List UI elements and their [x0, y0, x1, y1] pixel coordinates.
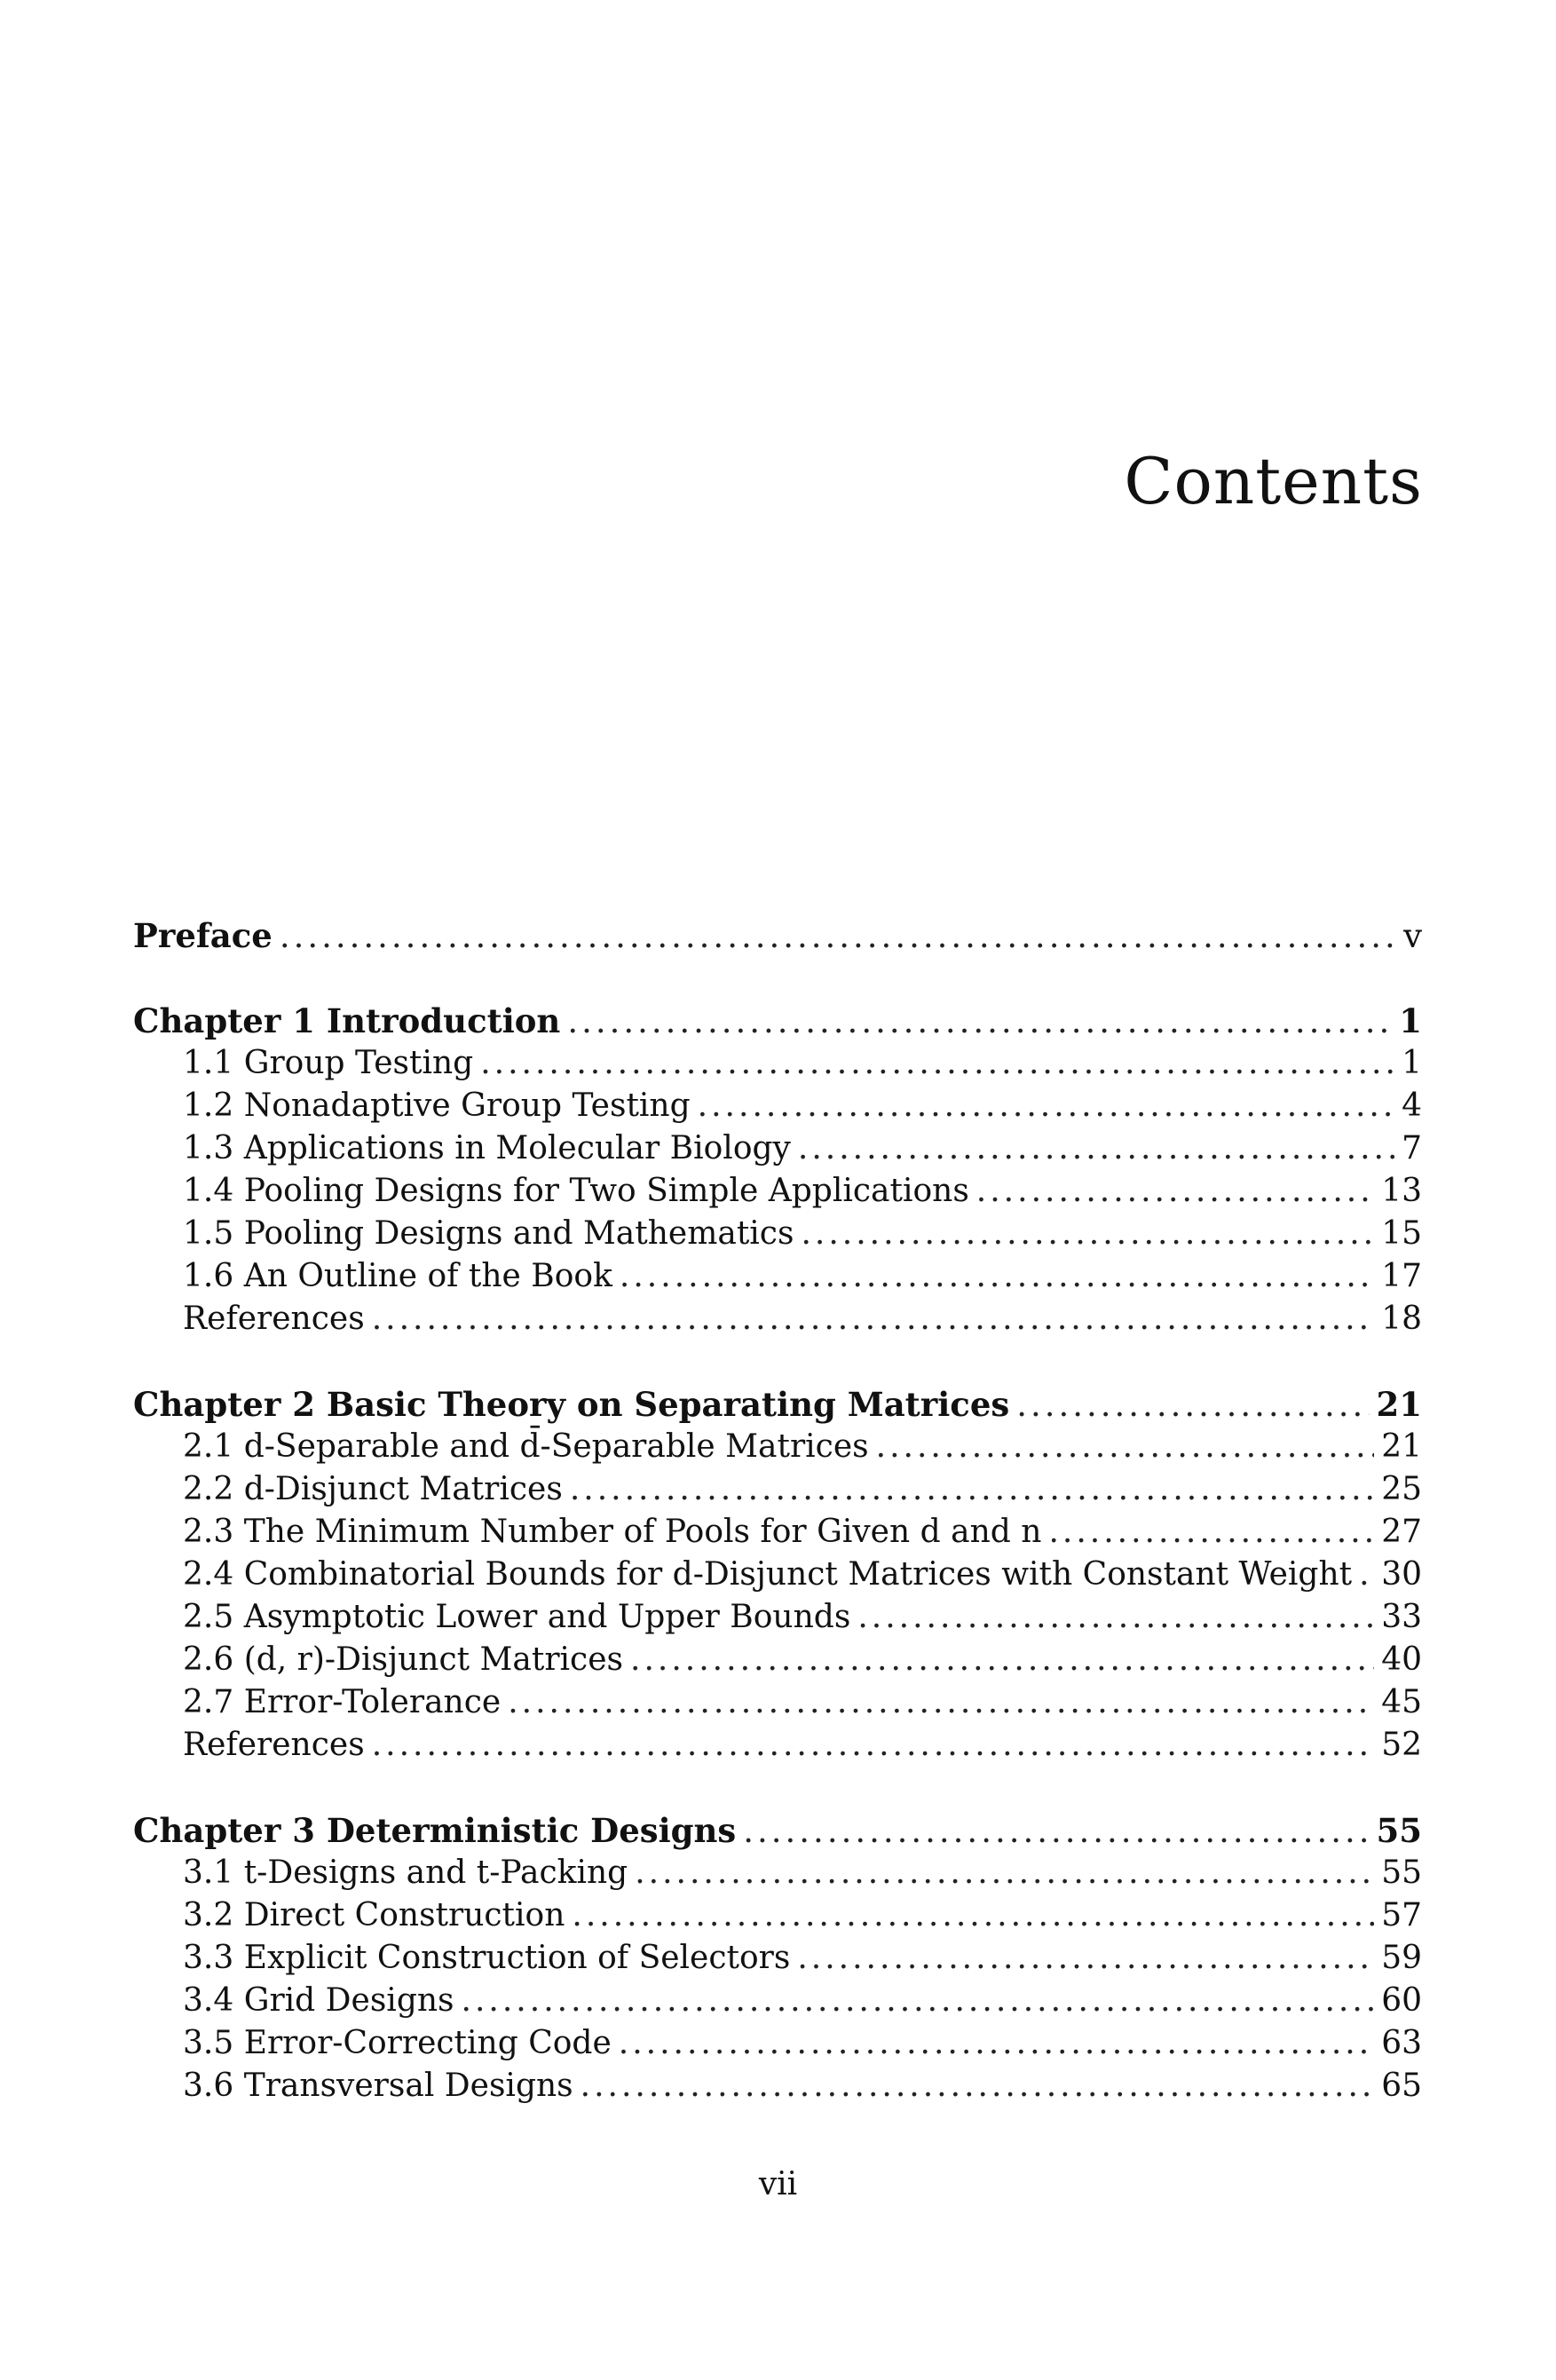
- toc-entry-chapter-3[interactable]: [133, 1809, 1422, 1852]
- dot-leader: [372, 1298, 1375, 1340]
- toc-page-number: v: [1403, 917, 1422, 955]
- table-of-contents: [133, 914, 1422, 2107]
- toc-label: Chapter 3 Deterministic Designs: [133, 1811, 737, 1850]
- dot-leader: [743, 1810, 1369, 1853]
- toc-label: Chapter 1 Introduction: [133, 1001, 561, 1040]
- toc-page-number: 18: [1381, 1301, 1422, 1337]
- toc-page-number: 45: [1381, 1684, 1422, 1720]
- toc-label: 3.2 Direct Construction: [183, 1897, 565, 1933]
- toc-entry-section[interactable]: [133, 1596, 1422, 1639]
- toc-label: 1.5 Pooling Designs and Mathematics: [183, 1215, 794, 1252]
- dot-leader: [581, 2065, 1375, 2107]
- toc-page-number: 7: [1402, 1130, 1422, 1166]
- page-number: vii: [758, 2166, 798, 2202]
- toc-entry-references[interactable]: [133, 1724, 1422, 1767]
- toc-entry-section[interactable]: [133, 1554, 1422, 1596]
- toc-page-number: 55: [1381, 1854, 1422, 1891]
- dot-leader: [567, 1000, 1392, 1043]
- toc-label: 1.3 Applications in Molecular Biology: [183, 1130, 791, 1166]
- toc-page-number: 60: [1381, 1982, 1422, 2019]
- dot-leader: [620, 1255, 1374, 1298]
- dot-leader: [280, 915, 1396, 958]
- dot-leader: [876, 1426, 1375, 1468]
- toc-entry-section[interactable]: [133, 1213, 1422, 1255]
- toc-entry-section[interactable]: [133, 1639, 1422, 1681]
- toc-label: 3.4 Grid Designs: [183, 1982, 454, 2019]
- dot-leader: [508, 1681, 1374, 1724]
- toc-entry-section[interactable]: [133, 2065, 1422, 2107]
- toc-page-number: 40: [1381, 1641, 1422, 1678]
- section-gap: [133, 957, 1422, 1000]
- toc-label: 3.5 Error-Correcting Code: [183, 2025, 612, 2061]
- toc-page-number: 33: [1381, 1599, 1422, 1635]
- toc-entry-section[interactable]: [133, 1170, 1422, 1213]
- dot-leader: [635, 1852, 1374, 1894]
- toc-label: 2.6 (d, r)-Disjunct Matrices: [183, 1641, 624, 1678]
- toc-page-number: 52: [1381, 1727, 1422, 1763]
- toc-entry-section[interactable]: [133, 2022, 1422, 2065]
- toc-label: 3.6 Transversal Designs: [183, 2068, 573, 2104]
- toc-label: 2.3 The Minimum Number of Pools for Given d and n: [183, 1514, 1042, 1550]
- toc-label: 2.2 d-Disjunct Matrices: [183, 1471, 563, 1507]
- dot-leader: [630, 1639, 1374, 1681]
- toc-page-number: 63: [1381, 2025, 1422, 2061]
- dot-leader: [1048, 1511, 1374, 1554]
- toc-entry-section[interactable]: [133, 1937, 1422, 1980]
- toc-entry-references[interactable]: [133, 1298, 1422, 1340]
- section-gap: [133, 1340, 1422, 1383]
- toc-page-number: 59: [1381, 1940, 1422, 1976]
- dot-leader: [570, 1468, 1374, 1511]
- toc-entry-chapter-1[interactable]: [133, 1000, 1422, 1042]
- toc-page-number: 4: [1402, 1087, 1422, 1124]
- dot-leader: [1016, 1384, 1369, 1427]
- dot-leader: [698, 1085, 1394, 1127]
- dot-leader: [801, 1213, 1374, 1255]
- toc-entry-section[interactable]: [133, 1127, 1422, 1170]
- toc-entry-section[interactable]: [133, 1255, 1422, 1298]
- toc-entry-section[interactable]: [133, 1426, 1422, 1468]
- toc-entry-section[interactable]: [133, 1681, 1422, 1724]
- toc-page-number: 57: [1381, 1897, 1422, 1933]
- toc-page-number: 27: [1381, 1514, 1422, 1550]
- toc-label: Preface: [133, 916, 272, 955]
- toc-label: 1.1 Group Testing: [183, 1045, 474, 1081]
- toc-label: 2.7 Error-Tolerance: [183, 1684, 502, 1720]
- toc-page-number: 25: [1381, 1471, 1422, 1507]
- toc-label: Chapter 2 Basic Theory on Separating Matrices: [133, 1385, 1010, 1424]
- toc-entry-chapter-2[interactable]: [133, 1383, 1422, 1426]
- dot-leader: [857, 1596, 1374, 1639]
- dot-leader: [1359, 1554, 1374, 1596]
- section-gap: [133, 1767, 1422, 1809]
- toc-label: References: [183, 1727, 365, 1763]
- toc-label: 2.4 Combinatorial Bounds for d-Disjunct Matrices with Constant Weight: [183, 1556, 1353, 1593]
- dot-leader: [372, 1724, 1375, 1767]
- toc-label: 3.3 Explicit Construction of Selectors: [183, 1940, 791, 1976]
- toc-page-number: 13: [1381, 1173, 1422, 1209]
- dot-leader: [480, 1042, 1394, 1085]
- toc-page-number: 30: [1381, 1556, 1422, 1593]
- toc-page-number: 21: [1381, 1428, 1422, 1465]
- toc-page-number: 1: [1402, 1045, 1422, 1081]
- toc-entry-section[interactable]: [133, 1852, 1422, 1894]
- dot-leader: [572, 1894, 1374, 1937]
- toc-label: 1.6 An Outline of the Book: [183, 1258, 612, 1294]
- toc-label: 1.2 Nonadaptive Group Testing: [183, 1087, 691, 1124]
- dot-leader: [798, 1127, 1394, 1170]
- toc-page-number: 15: [1381, 1215, 1422, 1252]
- toc-entry-section[interactable]: [133, 1468, 1422, 1511]
- toc-entry-preface[interactable]: [133, 914, 1422, 957]
- toc-page-number: 55: [1376, 1811, 1422, 1850]
- toc-label: 2.1 d-Separable and d̄-Separable Matrices: [183, 1428, 869, 1465]
- dot-leader: [619, 2022, 1374, 2065]
- toc-label: 3.1 t-Designs and t-Packing: [183, 1854, 628, 1891]
- toc-entry-section[interactable]: [133, 1980, 1422, 2022]
- toc-page-number: 17: [1381, 1258, 1422, 1294]
- toc-label: 2.5 Asymptotic Lower and Upper Bounds: [183, 1599, 851, 1635]
- toc-page-number: 21: [1376, 1385, 1422, 1424]
- toc-label: 1.4 Pooling Designs for Two Simple Applications: [183, 1173, 969, 1209]
- toc-entry-section[interactable]: [133, 1085, 1422, 1127]
- toc-entry-section[interactable]: [133, 1894, 1422, 1937]
- toc-page-number: 65: [1381, 2068, 1422, 2104]
- page-title: Contents: [1124, 444, 1423, 518]
- toc-label: References: [183, 1301, 365, 1337]
- dot-leader: [462, 1980, 1375, 2022]
- toc-page-number: 1: [1399, 1001, 1422, 1040]
- toc-entry-section[interactable]: [133, 1511, 1422, 1554]
- dot-leader: [797, 1937, 1374, 1980]
- toc-entry-section[interactable]: [133, 1042, 1422, 1085]
- dot-leader: [976, 1170, 1374, 1213]
